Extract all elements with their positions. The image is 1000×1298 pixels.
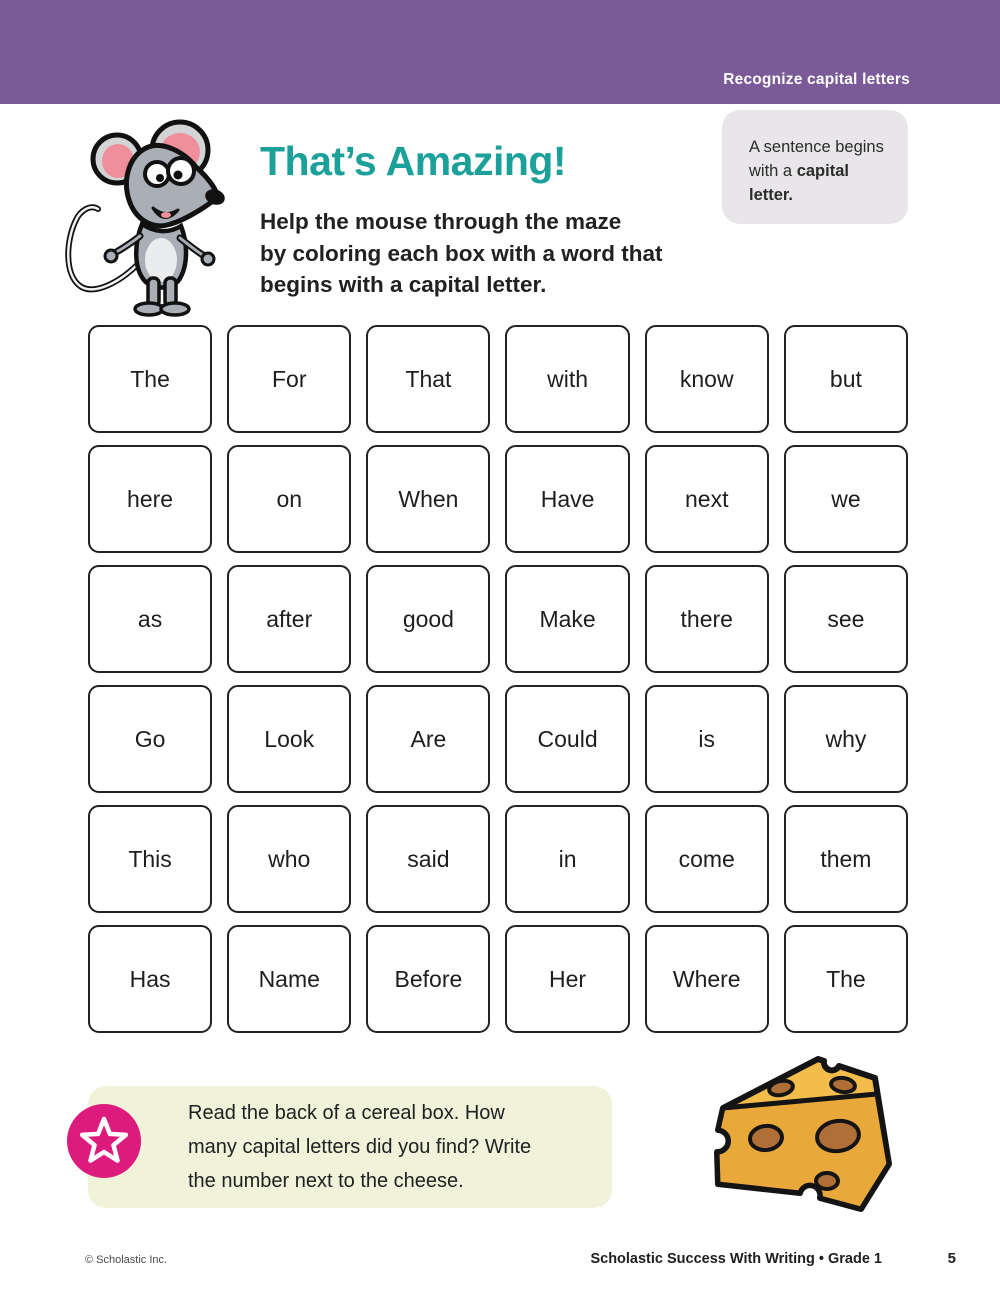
word-cell[interactable]: Are xyxy=(366,685,490,793)
word-cell[interactable]: Go xyxy=(88,685,212,793)
word-cell[interactable]: For xyxy=(227,325,351,433)
word-cell[interactable]: know xyxy=(645,325,769,433)
word-cell[interactable]: When xyxy=(366,445,490,553)
word-cell[interactable]: on xyxy=(227,445,351,553)
rule-note-bold-text: capital letter. xyxy=(749,162,849,204)
word-cell[interactable]: Make xyxy=(505,565,629,673)
word-cell[interactable]: in xyxy=(505,805,629,913)
mouse-icon xyxy=(60,112,265,322)
word-cell[interactable]: This xyxy=(88,805,212,913)
footer-copyright: © Scholastic Inc. xyxy=(85,1254,168,1266)
word-cell[interactable]: Her xyxy=(505,925,629,1033)
word-cell[interactable]: as xyxy=(88,565,212,673)
word-cell[interactable]: Name xyxy=(227,925,351,1033)
extra-activity-box xyxy=(88,1086,612,1208)
word-cell[interactable]: Have xyxy=(505,445,629,553)
word-cell[interactable]: here xyxy=(88,445,212,553)
word-cell[interactable]: them xyxy=(784,805,908,913)
footer-series: Scholastic Success With Writing • Grade 1 xyxy=(590,1251,882,1267)
word-cell[interactable]: after xyxy=(227,565,351,673)
top-banner xyxy=(0,0,1000,104)
word-cell[interactable]: Before xyxy=(366,925,490,1033)
word-cell[interactable]: there xyxy=(645,565,769,673)
word-cell[interactable]: but xyxy=(784,325,908,433)
instructions xyxy=(260,206,740,301)
page-title: That’s Amazing! xyxy=(260,138,567,184)
cheese-icon xyxy=(703,1054,903,1222)
page-number: 5 xyxy=(947,1250,956,1267)
word-cell[interactable]: we xyxy=(784,445,908,553)
word-cell[interactable]: Has xyxy=(88,925,212,1033)
rule-note-text: A sentence begins with a xyxy=(749,138,884,180)
word-cell[interactable]: good xyxy=(366,565,490,673)
word-cell[interactable]: That xyxy=(366,325,490,433)
word-cell[interactable]: with xyxy=(505,325,629,433)
word-maze-grid xyxy=(88,325,908,1033)
word-cell[interactable]: see xyxy=(784,565,908,673)
word-cell[interactable]: said xyxy=(366,805,490,913)
instruction-line: begins with a capital letter. xyxy=(260,272,547,297)
instruction-line: by coloring each box with a word that xyxy=(260,240,663,266)
word-cell[interactable]: Could xyxy=(505,685,629,793)
word-cell[interactable]: is xyxy=(645,685,769,793)
word-cell[interactable]: who xyxy=(227,805,351,913)
word-cell[interactable]: why xyxy=(784,685,908,793)
word-cell[interactable]: The xyxy=(784,925,908,1033)
star-icon xyxy=(67,1104,141,1178)
instruction-line: Help the mouse through the maze xyxy=(260,209,622,234)
word-cell[interactable]: next xyxy=(645,445,769,553)
word-cell[interactable]: The xyxy=(88,325,212,433)
extra-activity-text: Read the back of a cereal box. How many capital letters did you find? Write the number next to the cheese. xyxy=(188,1102,532,1192)
skill-tag-label: Recognize capital letters xyxy=(723,71,910,88)
rule-note-box xyxy=(722,110,908,224)
word-cell[interactable]: come xyxy=(645,805,769,913)
word-cell[interactable]: Where xyxy=(645,925,769,1033)
word-cell[interactable]: Look xyxy=(227,685,351,793)
